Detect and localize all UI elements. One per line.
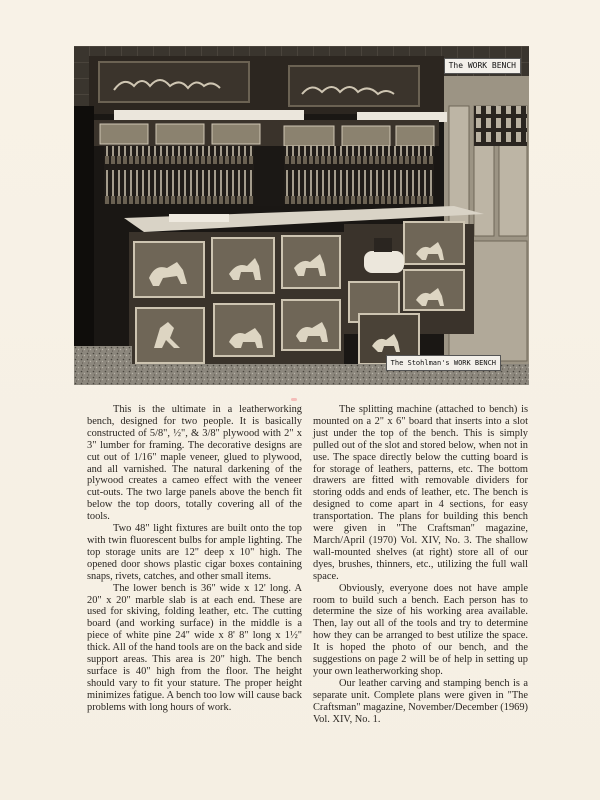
article-column-left xyxy=(87,404,302,714)
paragraph: This is the ultimate in a leatherworking bench, designed for two people. It is basically constructed of 5/8", ½", & 3/8" plywood with 2" x 3" lumber for framing. The decorative designs are cut out of 1/16" maple veneer, glued to plywood, and all varnished. The natural darkening of the plywood creates a cameo effect with the veneer cut-outs. The two large panels above the bench fit below the top doors, totally covering all of the tools. xyxy=(87,404,302,523)
photo-caption-top: The WORK BENCH xyxy=(444,58,521,74)
paragraph: The splitting machine (attached to bench) is mounted on a 2" x 6" board that inserts into a slot just under the top of the bench. This is simply pulled out of the slot and stored below, when not in use. The space directly below the cutting board is for storage of leathers, patterns, etc. The bottom drawers are fitted with removable dividers for storing odds and ends of leather, etc. The bench is designed to come apart in 4 sections, for easy transportation. The plans for building this bench were given in "The Craftsman" magazine, March/April (1970) Vol. XIV, No. 3. The shallow wall-mounted shelves (at right) store all of our dyes, brushes, thinners, etc., utilizing the full wall space. xyxy=(313,404,528,582)
workbench-photo xyxy=(74,46,529,385)
paragraph: Obviously, everyone does not have ample room to build such a bench. Each person has to determine the size of his working area available. Then, lay out all of the tools and try to determine how they can be arranged to best utilize the space. It is hoped the photo of our bench, and the suggestions on page 2 will be of help in setting up your own leatherworking shop. xyxy=(313,582,528,677)
workbench-photo-illustration xyxy=(74,46,529,385)
paragraph: The lower bench is 36" wide x 12' long. A 20" x 20" marble slab is at each end. These are used for skiving, folding leather, etc. The cutting board (and working surface) in the middle is a piece of white pine 24" wide x 8' 8" long x 1½" thick. All of the hand tools are on the back and side support areas. This area is 20" high. The bench surface is 40" high from the floor. The height should vary to fit your stature. The proper height minimizes fatigue. A bench too low will cause back problems with long hours of work. xyxy=(87,582,302,713)
paragraph: Our leather carving and stamping bench is a separate unit. Complete plans were given in "The Craftsman" magazine, November/December (1969) Vol. XIV, No. 1. xyxy=(313,677,528,725)
photo-caption-bottom: The Stohlman's WORK BENCH xyxy=(386,355,501,371)
ink-mark xyxy=(291,398,297,401)
paragraph: Two 48" light fixtures are built onto the top with twin fluorescent bulbs for ample lighting. The top storage units are 12" deep x 10" high. The opened door shows plastic cigar boxes containing snaps, rivets, catches, and other small items. xyxy=(87,523,302,582)
article-column-right xyxy=(313,404,528,725)
